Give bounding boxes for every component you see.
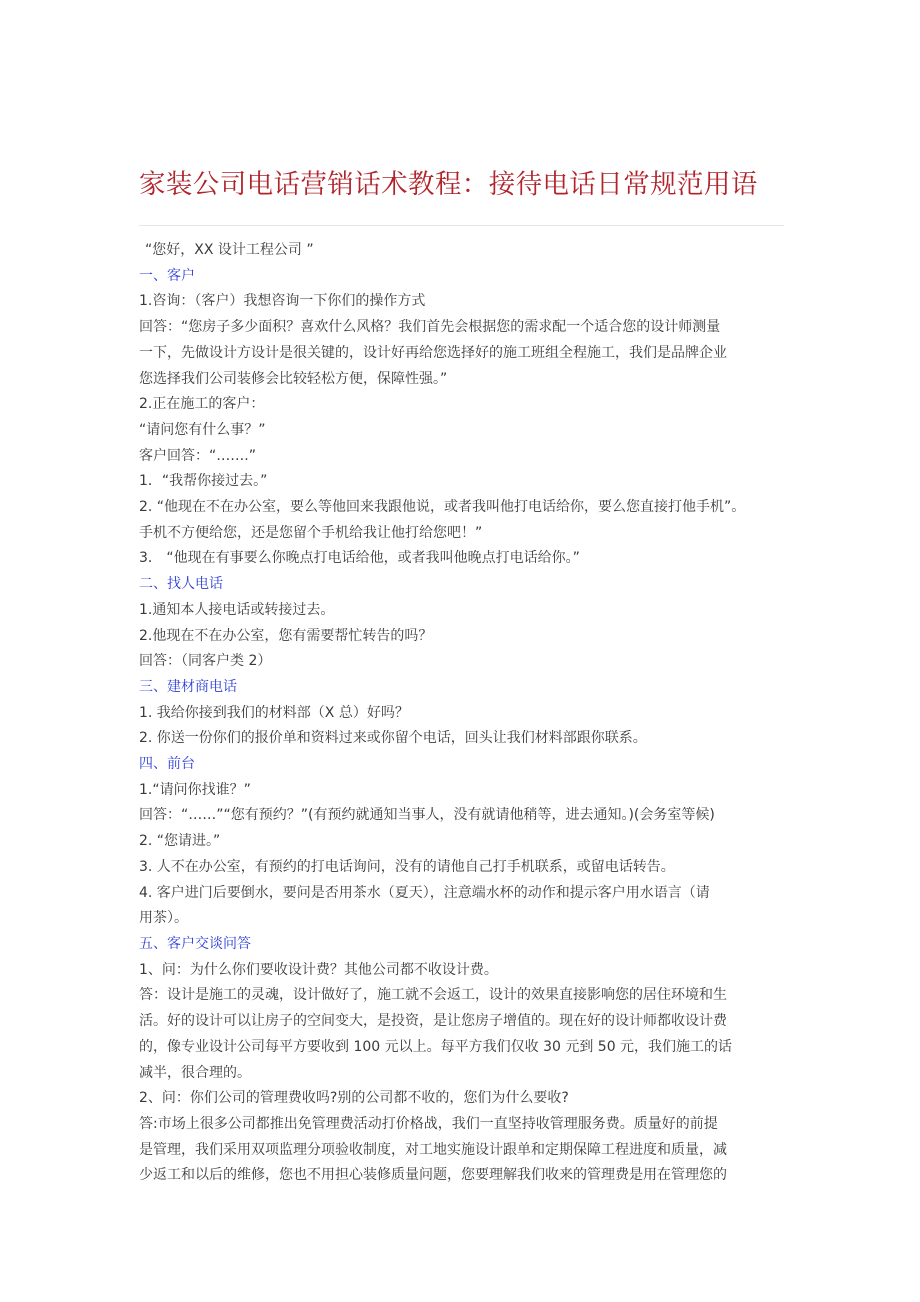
- paragraph-line: 回答：（同客户类 2）: [139, 653, 272, 670]
- paragraph-line: 答:市场上很多公司都推出免管理费活动打价格战，我们一直坚持收管理服务费。质量好的前提: [139, 1115, 718, 1132]
- paragraph-line: 答：设计是施工的灵魂，设计做好了，施工就不会返工，设计的效果直接影响您的居住环境和生: [139, 987, 727, 1004]
- section-heading-find-person: 二、找人电话: [139, 576, 223, 593]
- paragraph-line: 1.“请问你找谁？”: [139, 781, 251, 798]
- paragraph-line: 一下，先做设计方设计是很关键的，设计好再给您选择好的施工班组全程施工，我们是品牌企业: [139, 344, 727, 361]
- paragraph-line: 回答：“您房子多少面积？喜欢什么风格？我们首先会根据您的需求配一个适合您的设计师测量: [139, 319, 721, 336]
- paragraph-line: 少返工和以后的维修，您也不用担心装修质量问题，您要理解我们收来的管理费是用在管理您的: [139, 1167, 727, 1184]
- paragraph-line: 手机不方便给您，还是您留个手机给我让他打给您吧！”: [139, 524, 483, 541]
- paragraph-line: 活。好的设计可以让房子的空间变大，是投资，是让您房子增值的。现在好的设计师都收设计费: [139, 1013, 727, 1030]
- title-divider: [139, 225, 784, 226]
- paragraph-line: 回答：“……”“您有预约？”(有预约就通知当事人，没有就请他稍等，进去通知。)(会务室等候): [139, 807, 715, 824]
- paragraph-line: 1、问：为什么你们要收设计费？其他公司都不收设计费。: [139, 961, 498, 978]
- document-body: [139, 238, 784, 1189]
- paragraph-line: 3. 人不在办公室，有预约的打电话询问，没有的请他自己打手机联系，或留电话转告。: [139, 858, 675, 875]
- paragraph-line: 是管理，我们采用双项监理分项验收制度，对工地实施设计跟单和定期保障工程进度和质量，减: [139, 1141, 727, 1158]
- paragraph-line: 2. 你送一份你们的报价单和资料过来或你留个电话，回头让我们材料部跟你联系。: [139, 730, 647, 747]
- page-title: 家装公司电话营销话术教程：接待电话日常规范用语: [139, 169, 758, 200]
- paragraph-line: 2.他现在不在办公室，您有需要帮忙转告的吗？: [139, 627, 433, 644]
- paragraph-line: 2.正在施工的客户：: [139, 396, 265, 413]
- paragraph-line: “请问您有什么事？”: [139, 421, 266, 438]
- section-heading-customer: 一、客户: [139, 267, 195, 284]
- section-heading-supplier: 三、建材商电话: [139, 678, 237, 695]
- paragraph-line: 1.通知本人接电话或转接过去。: [139, 601, 335, 618]
- paragraph-line: 4. 客户进门后要倒水，要问是否用茶水（夏天），注意端水杯的动作和提示客户用水语言（请: [139, 884, 710, 901]
- paragraph-line: 减半，很合理的。: [139, 1064, 251, 1081]
- paragraph-line: 1.咨询：（客户）我想咨询一下你们的操作方式: [139, 293, 426, 310]
- greeting-line: “您好，XX 设计工程公司 ”: [145, 242, 314, 258]
- section-heading-qa: 五、客户交谈问答: [139, 935, 251, 952]
- paragraph-line: 1. 我给你接到我们的材料部（X 总）好吗？: [139, 704, 409, 721]
- paragraph-line: 2. “他现在不在办公室，要么等他回来我跟他说，或者我叫他打电话给你，要么您直接打他手机”。: [139, 499, 746, 516]
- document-page: [139, 160, 784, 1189]
- paragraph-line: 2. “您请进。”: [139, 833, 221, 850]
- paragraph-line: 用茶）。: [139, 910, 188, 927]
- paragraph-line: 客户回答：“…….”: [139, 447, 256, 464]
- paragraph-line: 3． “他现在有事要么你晚点打电话给他，或者我叫他晚点打电话给你。”: [139, 550, 580, 567]
- paragraph-line: 1．“我帮你接过去。”: [139, 473, 268, 490]
- paragraph-line: 的，像专业设计公司每平方要收到 100 元以上。每平方我们仅收 30 元到 50 元，我们施工的话: [139, 1038, 733, 1055]
- section-heading-front-desk: 四、前台: [139, 756, 195, 773]
- paragraph-line: 您选择我们公司装修会比较轻松方便，保障性强。”: [139, 370, 448, 387]
- paragraph-line: 2、问：你们公司的管理费收吗?别的公司都不收的，您们为什么要收?: [139, 1090, 569, 1107]
